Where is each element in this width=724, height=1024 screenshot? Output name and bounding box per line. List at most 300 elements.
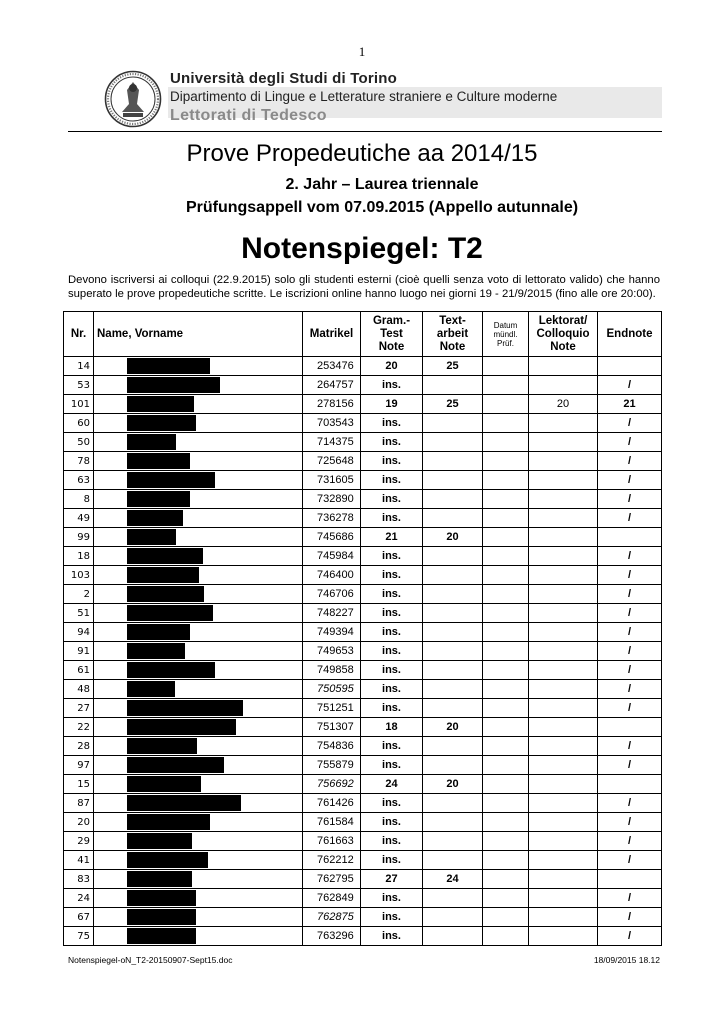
cell-textarbeit [423, 642, 483, 661]
cell-matrikel: 731605 [303, 471, 361, 490]
header-gram-test [361, 312, 423, 357]
cell-endnote: / [598, 414, 662, 433]
cell-datum [483, 908, 529, 927]
table-row [64, 604, 662, 623]
cell-endnote: / [598, 642, 662, 661]
redaction-bar [127, 662, 215, 678]
redaction-bar [127, 928, 196, 944]
cell-textarbeit [423, 623, 483, 642]
cell-nr: 61 [64, 661, 94, 680]
cell-matrikel: 761663 [303, 832, 361, 851]
header-text-line-1: Text- [439, 314, 466, 327]
table-body [64, 357, 662, 946]
cell-nr: 101 [64, 395, 94, 414]
cell-gram-test: ins. [361, 813, 423, 832]
cell-textarbeit: 20 [423, 718, 483, 737]
cell-endnote: / [598, 680, 662, 699]
cell-lektorat [529, 699, 598, 718]
cell-gram-test: 21 [361, 528, 423, 547]
cell-name [94, 718, 303, 737]
cell-endnote: / [598, 376, 662, 395]
table-row [64, 642, 662, 661]
cell-name [94, 661, 303, 680]
header-datum [483, 312, 529, 357]
table-row [64, 490, 662, 509]
redaction-bar [127, 548, 203, 564]
cell-name [94, 509, 303, 528]
grades-table [63, 311, 662, 946]
cell-name [94, 471, 303, 490]
cell-name [94, 604, 303, 623]
redaction-bar [127, 415, 196, 431]
cell-gram-test: ins. [361, 927, 423, 946]
cell-datum [483, 547, 529, 566]
table-row [64, 718, 662, 737]
cell-lektorat [529, 680, 598, 699]
cell-datum [483, 566, 529, 585]
header-text-line-3: Note [439, 340, 466, 353]
redaction-bar [127, 890, 196, 906]
cell-matrikel: 762212 [303, 851, 361, 870]
cell-lektorat [529, 604, 598, 623]
redaction-bar [127, 814, 210, 830]
cell-nr: 83 [64, 870, 94, 889]
table-row [64, 452, 662, 471]
cell-endnote: / [598, 509, 662, 528]
redaction-bar [127, 681, 175, 697]
cell-gram-test: ins. [361, 623, 423, 642]
cell-gram-test: ins. [361, 661, 423, 680]
cell-lektorat [529, 528, 598, 547]
subtitle-exam-date: Prüfungsappell vom 07.09.2015 (Appello autunnale) [185, 199, 579, 216]
cell-gram-test: ins. [361, 680, 423, 699]
cell-matrikel: 745686 [303, 528, 361, 547]
cell-datum [483, 509, 529, 528]
document-title: Prove Propedeutiche aa 2014/15 [186, 140, 538, 167]
cell-endnote: / [598, 851, 662, 870]
redaction-bar [127, 776, 201, 792]
cell-datum [483, 889, 529, 908]
cell-datum [483, 452, 529, 471]
cell-gram-test: ins. [361, 908, 423, 927]
table-row [64, 908, 662, 927]
cell-datum [483, 376, 529, 395]
redaction-bar [127, 358, 210, 374]
cell-matrikel: 751307 [303, 718, 361, 737]
cell-nr: 22 [64, 718, 94, 737]
cell-gram-test: 18 [361, 718, 423, 737]
cell-matrikel: 761426 [303, 794, 361, 813]
cell-matrikel: 253476 [303, 357, 361, 376]
cell-gram-test: 20 [361, 357, 423, 376]
cell-matrikel: 756692 [303, 775, 361, 794]
table-row [64, 395, 662, 414]
table-row [64, 528, 662, 547]
cell-endnote: / [598, 433, 662, 452]
table-row [64, 699, 662, 718]
cell-textarbeit [423, 813, 483, 832]
cell-gram-test: ins. [361, 642, 423, 661]
cell-datum [483, 680, 529, 699]
cell-gram-test: ins. [361, 547, 423, 566]
cell-nr: 15 [64, 775, 94, 794]
cell-matrikel: 714375 [303, 433, 361, 452]
cell-nr: 78 [64, 452, 94, 471]
cell-datum [483, 585, 529, 604]
table-row [64, 414, 662, 433]
redaction-bar [127, 909, 196, 925]
subtitle-year: 2. Jahr – Laurea triennale [285, 176, 479, 193]
redaction-bar [127, 643, 185, 659]
header-datum-line-1: Datum [493, 320, 518, 330]
redaction-bar [127, 567, 199, 583]
cell-endnote: / [598, 813, 662, 832]
page-number: 1 [358, 44, 366, 59]
cell-datum [483, 737, 529, 756]
cell-lektorat [529, 376, 598, 395]
cell-nr: 67 [64, 908, 94, 927]
table-row [64, 376, 662, 395]
cell-name [94, 794, 303, 813]
table-row [64, 851, 662, 870]
cell-datum [483, 623, 529, 642]
redaction-bar [127, 871, 192, 887]
cell-nr: 27 [64, 699, 94, 718]
cell-gram-test: ins. [361, 509, 423, 528]
header-gram-line-2: Test [380, 327, 403, 340]
table-row [64, 813, 662, 832]
cell-gram-test: ins. [361, 585, 423, 604]
table-row [64, 509, 662, 528]
cell-datum [483, 414, 529, 433]
cell-matrikel: 754836 [303, 737, 361, 756]
cell-name [94, 623, 303, 642]
cell-textarbeit: 25 [423, 395, 483, 414]
cell-gram-test: ins. [361, 566, 423, 585]
cell-textarbeit: 24 [423, 870, 483, 889]
redaction-bar [127, 453, 190, 469]
table-row [64, 794, 662, 813]
grades-title: Notenspiegel: T2 [241, 232, 483, 265]
cell-gram-test: ins. [361, 756, 423, 775]
redaction-bar [127, 472, 215, 488]
redaction-bar [127, 491, 190, 507]
cell-textarbeit: 25 [423, 357, 483, 376]
cell-datum [483, 528, 529, 547]
cell-lektorat [529, 927, 598, 946]
header-lektorat [529, 312, 598, 357]
cell-textarbeit [423, 927, 483, 946]
redaction-bar [127, 795, 241, 811]
cell-name [94, 699, 303, 718]
cell-nr: 20 [64, 813, 94, 832]
cell-name [94, 889, 303, 908]
cell-textarbeit [423, 832, 483, 851]
cell-datum [483, 832, 529, 851]
cell-endnote: / [598, 452, 662, 471]
cell-lektorat [529, 642, 598, 661]
redaction-bar [127, 510, 183, 526]
cell-textarbeit: 20 [423, 775, 483, 794]
cell-datum [483, 851, 529, 870]
cell-lektorat [529, 908, 598, 927]
cell-lektorat [529, 775, 598, 794]
cell-lektorat [529, 794, 598, 813]
cell-textarbeit [423, 547, 483, 566]
cell-datum [483, 661, 529, 680]
cell-nr: 91 [64, 642, 94, 661]
cell-nr: 60 [64, 414, 94, 433]
cell-endnote: / [598, 832, 662, 851]
cell-textarbeit [423, 756, 483, 775]
cell-matrikel: 749394 [303, 623, 361, 642]
cell-endnote: / [598, 604, 662, 623]
redaction-bar [127, 529, 176, 545]
table-header-row [64, 312, 662, 357]
cell-datum [483, 642, 529, 661]
cell-gram-test: ins. [361, 794, 423, 813]
cell-endnote: / [598, 623, 662, 642]
cell-lektorat [529, 832, 598, 851]
cell-matrikel: 762795 [303, 870, 361, 889]
cell-gram-test: ins. [361, 414, 423, 433]
cell-gram-test: ins. [361, 376, 423, 395]
cell-textarbeit [423, 794, 483, 813]
department-name: Dipartimento di Lingue e Letterature straniere e Culture moderne [170, 89, 558, 104]
cell-gram-test: ins. [361, 433, 423, 452]
cell-endnote: 21 [598, 395, 662, 414]
cell-name [94, 547, 303, 566]
cell-gram-test: ins. [361, 604, 423, 623]
cell-datum [483, 699, 529, 718]
redaction-bar [127, 434, 176, 450]
cell-textarbeit [423, 699, 483, 718]
intro-paragraph: Devono iscriversi ai colloqui (22.9.2015) solo gli studenti esterni (cioè quelli senza voto di lettorato valido) che hanno superato le prove propedeutiche scritte. Le iscrizioni online hanno luogo nei giorni 19 - 21/9/2015 (fino alle ore 20:00). [68, 274, 660, 300]
cell-endnote: / [598, 585, 662, 604]
cell-nr: 2 [64, 585, 94, 604]
table-row [64, 433, 662, 452]
cell-textarbeit [423, 604, 483, 623]
cell-nr: 24 [64, 889, 94, 908]
cell-name [94, 376, 303, 395]
cell-textarbeit [423, 889, 483, 908]
header-endnote: Endnote [598, 312, 662, 357]
cell-name [94, 851, 303, 870]
cell-endnote [598, 718, 662, 737]
table-row [64, 832, 662, 851]
header-lektorat-line-2: Colloquio [536, 327, 590, 340]
cell-textarbeit [423, 566, 483, 585]
cell-gram-test: 19 [361, 395, 423, 414]
cell-matrikel: 763296 [303, 927, 361, 946]
table-row [64, 623, 662, 642]
cell-matrikel: 732890 [303, 490, 361, 509]
cell-matrikel: 755879 [303, 756, 361, 775]
cell-nr: 87 [64, 794, 94, 813]
cell-nr: 8 [64, 490, 94, 509]
cell-textarbeit [423, 414, 483, 433]
redaction-bar [127, 852, 208, 868]
cell-datum [483, 395, 529, 414]
cell-matrikel: 746400 [303, 566, 361, 585]
cell-textarbeit [423, 509, 483, 528]
cell-nr: 48 [64, 680, 94, 699]
cell-textarbeit [423, 471, 483, 490]
cell-nr: 18 [64, 547, 94, 566]
header-text-line-2: arbeit [436, 327, 469, 340]
cell-name [94, 357, 303, 376]
table-row [64, 357, 662, 376]
cell-textarbeit [423, 737, 483, 756]
cell-name [94, 756, 303, 775]
cell-nr: 28 [64, 737, 94, 756]
cell-gram-test: ins. [361, 889, 423, 908]
cell-lektorat [529, 452, 598, 471]
table-row [64, 680, 662, 699]
cell-lektorat [529, 737, 598, 756]
table-row [64, 547, 662, 566]
cell-endnote: / [598, 490, 662, 509]
cell-nr: 97 [64, 756, 94, 775]
table-row [64, 870, 662, 889]
cell-matrikel: 736278 [303, 509, 361, 528]
redaction-bar [127, 700, 243, 716]
cell-endnote [598, 528, 662, 547]
cell-nr: 29 [64, 832, 94, 851]
cell-lektorat [529, 661, 598, 680]
cell-matrikel: 762875 [303, 908, 361, 927]
redaction-bar [127, 833, 192, 849]
redaction-bar [127, 377, 220, 393]
header-nr: Nr. [64, 312, 94, 357]
cell-name [94, 908, 303, 927]
header-matrikel: Matrikel [303, 312, 361, 357]
table-row [64, 927, 662, 946]
table-row [64, 566, 662, 585]
cell-lektorat [529, 471, 598, 490]
table-row [64, 661, 662, 680]
cell-lektorat [529, 623, 598, 642]
cell-name [94, 585, 303, 604]
cell-textarbeit [423, 490, 483, 509]
cell-name [94, 737, 303, 756]
cell-nr: 14 [64, 357, 94, 376]
table-row [64, 737, 662, 756]
cell-lektorat [529, 414, 598, 433]
cell-lektorat [529, 357, 598, 376]
cell-textarbeit [423, 661, 483, 680]
cell-nr: 99 [64, 528, 94, 547]
cell-lektorat [529, 433, 598, 452]
redaction-bar [127, 396, 194, 412]
cell-lektorat [529, 547, 598, 566]
cell-textarbeit [423, 433, 483, 452]
cell-datum [483, 870, 529, 889]
cell-lektorat: 20 [529, 395, 598, 414]
cell-endnote: / [598, 547, 662, 566]
header-lektorat-line-1: Lektorat/ [538, 314, 588, 327]
cell-matrikel: 748227 [303, 604, 361, 623]
table-row [64, 756, 662, 775]
redaction-bar [127, 605, 213, 621]
cell-lektorat [529, 490, 598, 509]
cell-gram-test: ins. [361, 452, 423, 471]
cell-matrikel: 745984 [303, 547, 361, 566]
cell-gram-test: ins. [361, 851, 423, 870]
cell-gram-test: 24 [361, 775, 423, 794]
cell-gram-test: ins. [361, 832, 423, 851]
cell-matrikel: 278156 [303, 395, 361, 414]
cell-matrikel: 751251 [303, 699, 361, 718]
header-textarbeit [423, 312, 483, 357]
cell-endnote: / [598, 889, 662, 908]
cell-matrikel: 725648 [303, 452, 361, 471]
cell-textarbeit [423, 851, 483, 870]
cell-lektorat [529, 718, 598, 737]
cell-endnote: / [598, 699, 662, 718]
cell-gram-test: ins. [361, 490, 423, 509]
cell-lektorat [529, 756, 598, 775]
redaction-bar [127, 738, 197, 754]
cell-gram-test: 27 [361, 870, 423, 889]
cell-lektorat [529, 813, 598, 832]
cell-endnote: / [598, 737, 662, 756]
cell-datum [483, 357, 529, 376]
header-name: Name, Vorname [94, 312, 303, 357]
cell-lektorat [529, 509, 598, 528]
cell-name [94, 528, 303, 547]
cell-textarbeit [423, 376, 483, 395]
cell-matrikel: 749653 [303, 642, 361, 661]
cell-name [94, 414, 303, 433]
header-datum-line-3: Prüf. [497, 338, 514, 348]
cell-name [94, 832, 303, 851]
cell-lektorat [529, 851, 598, 870]
cell-gram-test: ins. [361, 737, 423, 756]
header-lektorat-line-3: Note [550, 340, 576, 353]
cell-nr: 103 [64, 566, 94, 585]
cell-endnote [598, 870, 662, 889]
cell-matrikel: 750595 [303, 680, 361, 699]
cell-matrikel: 703543 [303, 414, 361, 433]
header-rule [68, 131, 662, 132]
footer-timestamp: 18/09/2015 18.12 [593, 955, 660, 965]
cell-datum [483, 718, 529, 737]
cell-nr: 63 [64, 471, 94, 490]
cell-endnote: / [598, 794, 662, 813]
cell-name [94, 775, 303, 794]
cell-nr: 49 [64, 509, 94, 528]
cell-lektorat [529, 889, 598, 908]
cell-textarbeit [423, 585, 483, 604]
cell-endnote: / [598, 471, 662, 490]
cell-name [94, 870, 303, 889]
cell-name [94, 566, 303, 585]
cell-nr: 41 [64, 851, 94, 870]
cell-lektorat [529, 870, 598, 889]
university-name: Università degli Studi di Torino [170, 70, 397, 87]
cell-matrikel: 264757 [303, 376, 361, 395]
cell-endnote: / [598, 927, 662, 946]
cell-name [94, 433, 303, 452]
university-seal-icon [104, 70, 162, 128]
redaction-bar [127, 719, 236, 735]
cell-textarbeit [423, 680, 483, 699]
cell-gram-test: ins. [361, 699, 423, 718]
cell-datum [483, 471, 529, 490]
cell-datum [483, 927, 529, 946]
cell-matrikel: 749858 [303, 661, 361, 680]
